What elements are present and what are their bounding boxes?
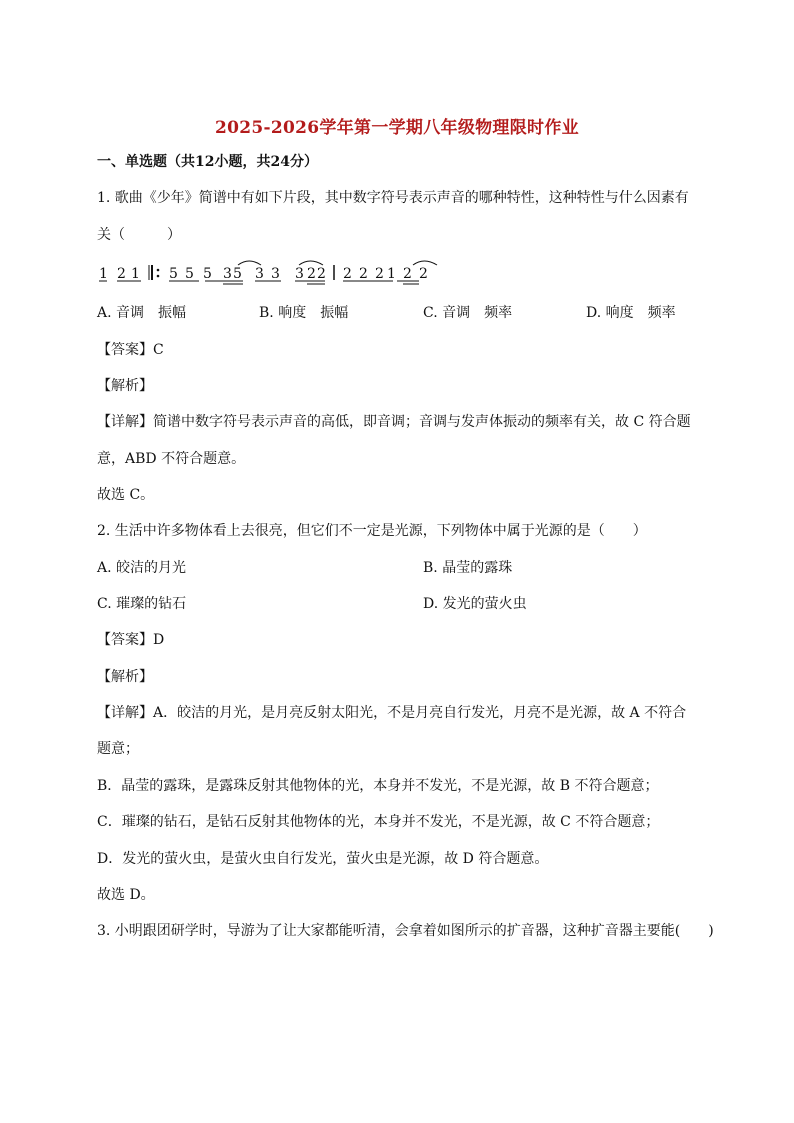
notation-digit: 2 bbox=[117, 266, 126, 282]
q1-answer: 【答案】C bbox=[97, 342, 164, 358]
notation-digit: 1 bbox=[131, 266, 140, 282]
notation-digit: 2 bbox=[403, 266, 412, 282]
q1-option-a: A. 音调 振幅 bbox=[97, 305, 187, 321]
music-notation-svg bbox=[97, 262, 517, 292]
notation-digit: 2 bbox=[419, 266, 428, 282]
q3-stem: 3. 小明跟团研学时，导游为了让大家都能听清，会拿着如图所示的扩音器，这种扩音器主要能( ) bbox=[97, 923, 714, 939]
q2-detail-d: D．发光的萤火虫，是萤火虫自行发光，萤火虫是光源，故 D 符合题意。 bbox=[97, 851, 549, 867]
q2-detail-line1: 【详解】A．皎洁的月光，是月亮反射太阳光，不是月亮自行发光，月亮不是光源，故 A 不符合 bbox=[97, 705, 687, 721]
notation-digit: 2 bbox=[375, 266, 384, 282]
notation-digit: 5 bbox=[185, 266, 194, 282]
q2-option-a: A. 皎洁的月光 bbox=[97, 560, 187, 576]
notation-digit: 2 bbox=[307, 266, 316, 282]
notation-digit: 5 bbox=[233, 266, 242, 282]
notation-digit: 2 bbox=[317, 266, 326, 282]
q2-stem: 2. 生活中许多物体看上去很亮，但它们不一定是光源，下列物体中属于光源的是（ ） bbox=[97, 523, 647, 539]
q2-option-b: B. 晶莹的露珠 bbox=[423, 560, 513, 576]
notation-digit: 1 bbox=[99, 266, 108, 282]
q1-stem-line1: 1. 歌曲《少年》简谱中有如下片段，其中数字符号表示声音的哪种特性，这种特性与什么因素有 bbox=[97, 190, 689, 206]
q2-detail-b: B．晶莹的露珠，是露珠反射其他物体的光，本身并不发光，不是光源，故 B 不符合题意； bbox=[97, 778, 659, 794]
notation-digit: 3 bbox=[295, 266, 304, 282]
q2-detail-line2: 题意； bbox=[97, 741, 139, 757]
q2-option-c: C. 璀璨的钻石 bbox=[97, 596, 187, 612]
notation-digit: 2 bbox=[343, 266, 352, 282]
notation-digit: 3 bbox=[271, 266, 280, 282]
q1-analysis-label: 【解析】 bbox=[97, 378, 153, 394]
notation-digit: 2 bbox=[359, 266, 368, 282]
q1-detail-line2: 意，ABD 不符合题意。 bbox=[97, 451, 246, 467]
q1-option-d: D. 响度 频率 bbox=[586, 305, 676, 321]
q2-detail-c: C．璀璨的钻石，是钻石反射其他物体的光，本身并不发光，不是光源，故 C 不符合题意； bbox=[97, 814, 660, 830]
q1-option-c: C. 音调 频率 bbox=[423, 305, 513, 321]
music-notation bbox=[97, 262, 517, 292]
q2-analysis-label: 【解析】 bbox=[97, 669, 153, 685]
q1-conclusion: 故选 C。 bbox=[97, 487, 155, 503]
q1-option-b: B. 响度 振幅 bbox=[259, 305, 349, 321]
notation-digit: 1 bbox=[387, 266, 396, 282]
section-heading: 一、单选题（共12小题，共24分） bbox=[97, 154, 318, 170]
q2-option-d: D. 发光的萤火虫 bbox=[423, 596, 527, 612]
notation-digit: 3 bbox=[223, 266, 232, 282]
q1-detail-line1: 【详解】简谱中数字符号表示声音的高低，即音调；音调与发声体振动的频率有关，故 C 符合题 bbox=[97, 414, 691, 430]
document-title: 2025-2026学年第一学期八年级物理限时作业 bbox=[215, 118, 579, 138]
notation-digit: 3 bbox=[255, 266, 264, 282]
q2-conclusion: 故选 D。 bbox=[97, 887, 155, 903]
q2-answer: 【答案】D bbox=[97, 632, 165, 648]
q1-stem-line2: 关（ ） bbox=[97, 227, 181, 243]
notation-digit: 5 bbox=[169, 266, 178, 282]
notation-digit: 5 bbox=[203, 266, 212, 282]
